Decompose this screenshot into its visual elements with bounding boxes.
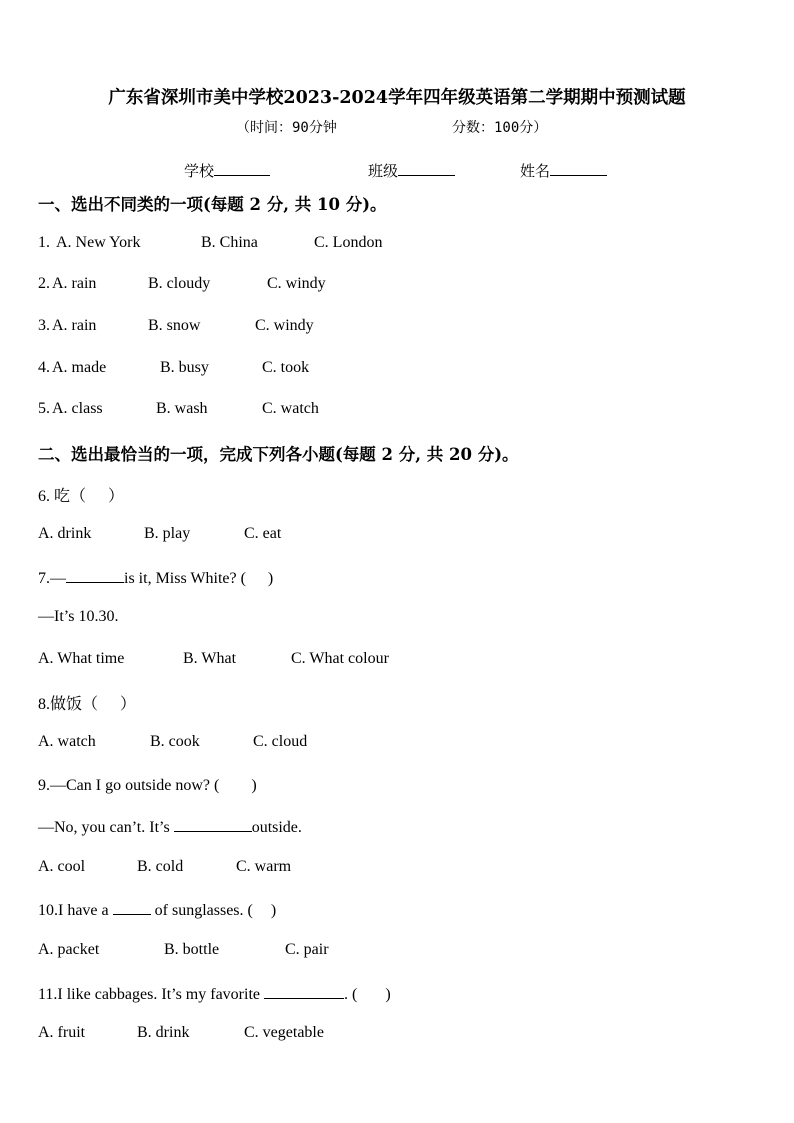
question-2 [38,275,326,293]
close-paren: ) [385,986,391,1003]
question-8 [38,691,136,714]
question-3 [38,317,314,335]
question-7-options [38,650,389,668]
option-c[interactable]: C. took [262,359,310,376]
question-number: 5. [38,400,50,417]
answer-blank[interactable] [66,567,124,583]
option-c[interactable]: C. eat [244,525,282,542]
fill-blank[interactable] [264,983,344,999]
option-b[interactable]: B. What [183,650,237,667]
section-2-heading: 二、选出最恰当的一项，完成下列各小题(每题 2 分, 共 20 分)。 [38,445,519,464]
answer-blank[interactable] [86,486,108,501]
class-blank[interactable] [398,160,455,176]
option-a[interactable]: A. made [52,359,107,376]
question-stem-start: 10.I have a [38,902,113,919]
question-stem-end: is it, Miss White? ( [124,570,246,587]
question-stem-start: 7.— [38,570,66,587]
question-number: 4. [38,359,50,376]
question-1 [38,234,382,252]
option-c[interactable]: C. warm [236,858,292,875]
close-paren: ) [267,570,274,587]
question-9-options [38,858,291,876]
question-stem-start: 11.I like cabbages. It’s my favorite [38,986,264,1003]
question-10 [38,899,276,920]
fill-blank[interactable] [174,816,252,832]
option-c[interactable]: C. pair [285,941,329,958]
name-blank[interactable] [550,160,607,176]
question-5 [38,400,319,418]
option-a[interactable]: A. class [52,400,103,417]
reply-end: outside. [251,819,302,836]
question-8-options [38,733,307,751]
answer-blank[interactable] [98,694,120,709]
name-label: 姓名 [520,162,551,180]
answer-paren-space[interactable] [246,568,268,583]
option-b[interactable]: B. China [201,234,258,251]
option-c[interactable]: C. windy [267,275,326,292]
option-a[interactable]: A. What time [38,650,125,667]
exam-score: 分数：100分） [452,120,548,136]
answer-blank[interactable] [253,900,271,915]
question-stem-end: . ( [344,986,358,1003]
answer-blank[interactable] [219,775,251,790]
school-label: 学校 [184,162,215,180]
question-number: 3. [38,317,50,334]
option-a[interactable]: A. cool [38,858,86,875]
option-b[interactable]: B. cloudy [148,275,211,292]
reply-start: —No, you can’t. It’s [38,819,174,836]
exam-time: （时间：90分钟 [236,120,337,136]
question-7 [38,567,273,588]
option-a[interactable]: A. rain [52,317,97,334]
class-label: 班级 [368,162,399,180]
close-paren: ) [251,777,257,794]
option-a[interactable]: A. rain [52,275,97,292]
option-a[interactable]: A. drink [38,525,92,542]
question-number: 1. [38,234,50,251]
option-c[interactable]: C. vegetable [244,1024,324,1041]
question-4 [38,359,309,377]
option-c[interactable]: C. What colour [291,650,389,667]
option-c[interactable]: C. watch [262,400,319,417]
question-stem: 8.做饭（ [38,696,99,713]
option-a[interactable]: A. packet [38,941,100,958]
option-a[interactable]: A. New York [56,234,141,251]
fill-blank[interactable] [113,899,151,915]
close-paren: ) [270,902,277,919]
question-7-reply: —It’s 10.30. [38,608,119,625]
option-b[interactable]: B. wash [156,400,208,417]
option-b[interactable]: B. play [144,525,191,542]
question-11-options [38,1024,324,1042]
name-field[interactable] [520,160,607,181]
option-b[interactable]: B. cook [150,733,200,750]
option-b[interactable]: B. busy [160,359,209,376]
option-c[interactable]: C. London [314,234,383,251]
option-a[interactable]: A. fruit [38,1024,86,1041]
school-blank[interactable] [214,160,270,176]
close-paren: ） [120,696,137,713]
question-9-reply [38,816,302,837]
question-number: 2. [38,275,50,292]
option-a[interactable]: A. watch [38,733,96,750]
option-b[interactable]: B. drink [137,1024,190,1041]
question-stem: 9.—Can I go outside now? ( [38,777,220,794]
question-stem: 6. 吃（ [38,488,87,505]
option-b[interactable]: B. cold [137,858,184,875]
section-1-heading: 一、选出不同类的一项(每题 2 分, 共 10 分)。 [38,195,387,214]
option-b[interactable]: B. snow [148,317,201,334]
option-b[interactable]: B. bottle [164,941,220,958]
question-6 [38,483,124,506]
question-6-options [38,525,281,543]
question-stem-end: of sunglasses. ( [150,902,253,919]
answer-blank[interactable] [357,984,385,999]
class-field[interactable] [368,160,455,181]
question-10-options [38,941,329,959]
option-c[interactable]: C. windy [255,317,314,334]
page-title: 广东省深圳市美中学校2023-2024学年四年级英语第二学期期中预测试题 [108,88,686,108]
option-c[interactable]: C. cloud [253,733,308,750]
close-paren: ） [108,488,125,505]
school-field[interactable] [184,160,270,181]
question-11 [38,983,391,1004]
question-9 [38,775,257,795]
